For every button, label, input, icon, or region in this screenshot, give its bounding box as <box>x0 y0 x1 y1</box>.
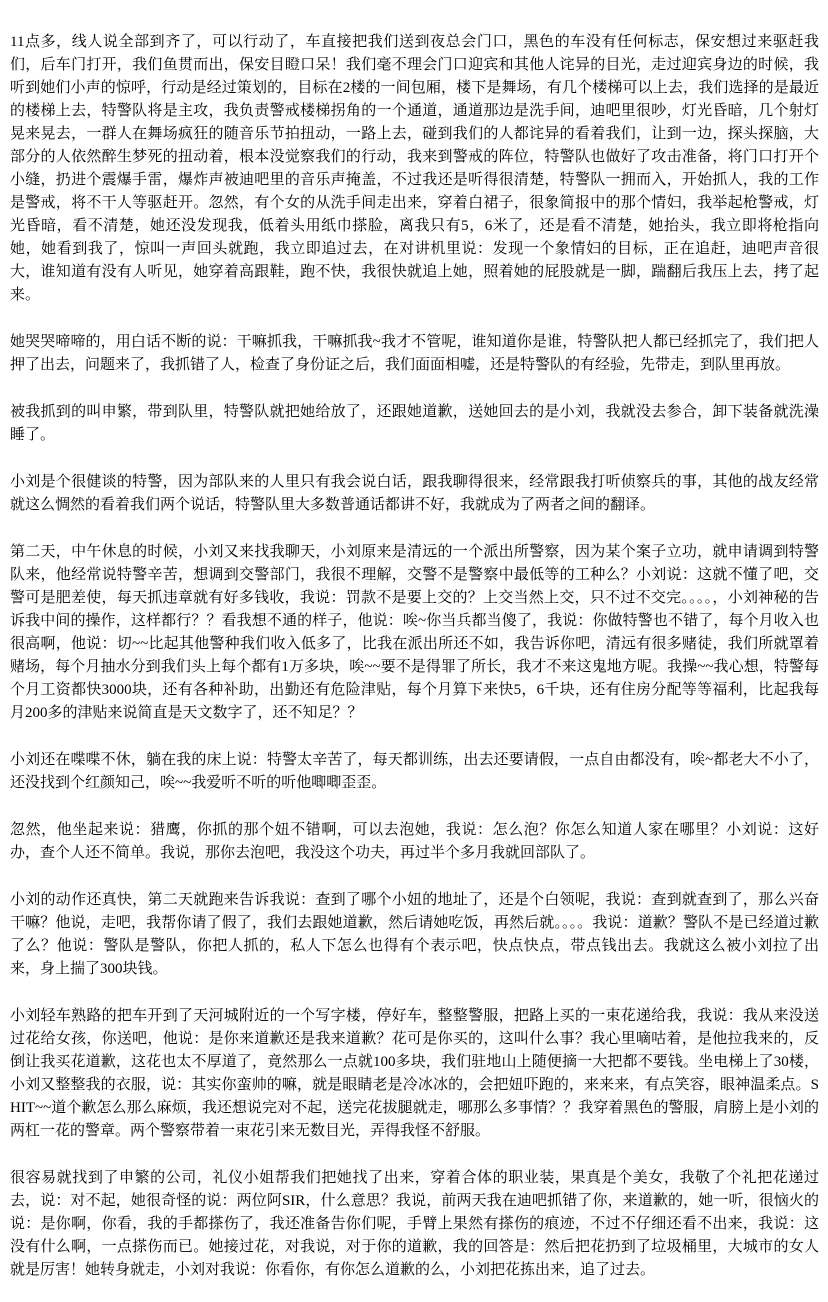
paragraph: 11点多，线人说全部到齐了，可以行动了，车直接把我们送到夜总会门口，黑色的车没有任何标志，保安想过来驱赶我们，后车门打开，我们鱼贯而出，保安目瞪口呆！我们毫不理会门口迎宾和其他人诧异的目光，走过迎宾身边的时候，我听到她们小声的惊呼，行动是经过策划的，目标在2楼的一间包厢，楼下是舞场，有几个楼梯可以上去，我们选择的是最近的楼梯上去，特警队将是主攻，我负责警戒楼梯拐角的一个通道，通道那边是洗手间，迪吧里很吵，灯光昏暗，几个射灯晃来晃去，一群人在舞场疯狂的随音乐节拍扭动，一路上去，碰到我们的人都诧异的看着我们，让到一边，探头探脑，大部分的人依然醉生梦死的扭动着，根本没觉察我们的行动，我来到警戒的阵位，特警队也做好了攻击准备，将门口打开个小缝，扔进个震爆手雷，爆炸声被迪吧里的音乐声掩盖，不过我还是听得很清楚，特警队一拥而入，开始抓人，我的工作是警戒，将不干人等驱赶开。忽然，有个女的从洗手间走出来，穿着白裙子，很象简报中的那个情妇，我举起枪警戒，灯光昏暗，看不清楚，她还没发现我，低着头用纸巾搽脸，离我只有5，6米了，还是看不清楚，她抬头，我立即将枪指向她，她看到我了，惊叫一声回头就跑，我立即追过去，在对讲机里说：发现一个象情妇的目标，正在追赶，迪吧声音很大，谁知道有没有人听见，她穿着高跟鞋，跑不快，我很快就追上她，照着她的屁股就是一脚，踹翻后我压上去，拷了起来。 <box>10 34 819 303</box>
paragraph: 小刘还在喋喋不休，躺在我的床上说：特警太辛苦了，每天都训练，出去还要请假，一点自由都没有，唉~都老大不小了，还没找到个红颜知己，唉~~我爱听不听的听他唧唧歪歪。 <box>10 752 819 791</box>
paragraph: 被我抓到的叫申繁，带到队里，特警队就把她给放了，还跟她道歉，送她回去的是小刘，我就没去参合，卸下装备就洗澡睡了。 <box>10 404 819 443</box>
paragraph: 小刘的动作还真快，第二天就跑来告诉我说：查到了哪个小妞的地址了，还是个白领呢，我说：查到就查到了，那么兴奋干嘛？他说，走吧，我帮你请了假了，我们去跟她道歉，然后请她吃饭，再然后就。。。。我说：道歉？警队不是已经道过歉了么？他说：警队是警队，你把人抓的，私人下怎么也得有个表示吧，快点快点，带点钱出去。我就这么被小刘拉了出来，身上揣了300块钱。 <box>10 892 819 977</box>
paragraph: 小刘是个很健谈的特警，因为部队来的人里只有我会说白话，跟我聊得很来，经常跟我打听侦察兵的事，其他的战友经常就这么惆然的看着我们两个说话，特警队里大多数普通话都讲不好，我就成为了两者之间的翻译。 <box>10 474 819 513</box>
paragraph: 第二天，中午休息的时候，小刘又来找我聊天，小刘原来是清远的一个派出所警察，因为某个案子立功，就申请调到特警队来，他经常说特警辛苦，想调到交警部门，我很不理解，交警不是警察中最低等的工种么？小刘说：这就不懂了吧，交警可是肥差使，每天抓违章就有好多钱收，我说：罚款不是要上交的？上交当然上交，只不过不交完。。。。，小刘神秘的告诉我中间的操作，这样都行？？看我想不通的样子，他说：唉~你当兵都当傻了，我说：你做特警也不错了，每个月收入也很高啊，他说：切~~比起其他警种我们收入低多了，比我在派出所还不如，我告诉你吧，清远有很多赌徒，我们所就罩着赌场，每个月抽水分到我们头上每个都有1万多块，唉~~要不是得罪了所长，我才不来这鬼地方呢。我操~~我心想，特警每个月工资都快3000块，还有各种补助，出勤还有危险津贴，每个月算下来快5，6千块，还有住房分配等等福利，比起我每月200多的津贴来说简直是天文数字了，还不知足？？ <box>10 544 819 721</box>
paragraph: 很容易就找到了申繁的公司，礼仪小姐帮我们把她找了出来，穿着合体的职业装，果真是个美女，我敬了个礼把花递过去，说：对不起，她很奇怪的说：两位阿SIR，什么意思？我说，前两天我在迪吧抓错了你，来道歉的，她一听，很恼火的说：是你啊，你看，我的手都搽伤了，我还准备告你们呢，手臂上果然有搽伤的痕迹，不过不仔细还看不出来，我说：这没有什么啊，一点搽伤而已。她接过花，对我说，对于你的道歉，我的回答是：然后把花扔到了垃圾桶里，大城市的女人就是厉害！她转身就走，小刘对我说：你看你，有你怎么道歉的么，小刘把花拣出来，追了过去。 <box>10 1170 819 1278</box>
paragraph: 小刘轻车熟路的把车开到了天河城附近的一个写字楼，停好车，整整警服，把路上买的一束花递给我，我说：我从来没送过花给女孩，你送吧，他说：是你来道歉还是我来道歉？花可是你买的，这叫什么事？我心里嘀咕着，是他拉我来的，反倒让我买花道歉，这花也太不厚道了，竟然那么一点就100多块，我们驻地山上随便摘一大把都不要钱。坐电梯上了30楼，小刘又整整我的衣服，说：其实你蛮帅的嘛，就是眼睛老是冷冰冰的，会把妞吓跑的，来来来，有点笑容，眼神温柔点。SHIT~~道个歉怎么那么麻烦，我还想说完对不起，送完花拔腿就走，哪那么多事情？？我穿着黑色的警服，肩膀上是小刘的两杠一花的警章。两个警察带着一束花引来无数目光，弄得我怪不舒服。 <box>10 1008 819 1139</box>
paragraph: 她哭哭啼啼的，用白话不断的说：干嘛抓我，干嘛抓我~我才不管呢，谁知道你是谁，特警队把人都已经抓完了，我们把人押了出去，问题来了，我抓错了人，检查了身份证之后，我们面面相嘘，还是特警队的有经验，先带走，到队里再放。 <box>10 334 819 373</box>
paragraph: 忽然，他坐起来说：猎鹰，你抓的那个妞不错啊，可以去泡她，我说：怎么泡？你怎么知道人家在哪里？小刘说：这好办，查个人还不简单。我说，那你去泡吧，我没这个功夫，再过半个多月我就回部队了。 <box>10 822 819 861</box>
